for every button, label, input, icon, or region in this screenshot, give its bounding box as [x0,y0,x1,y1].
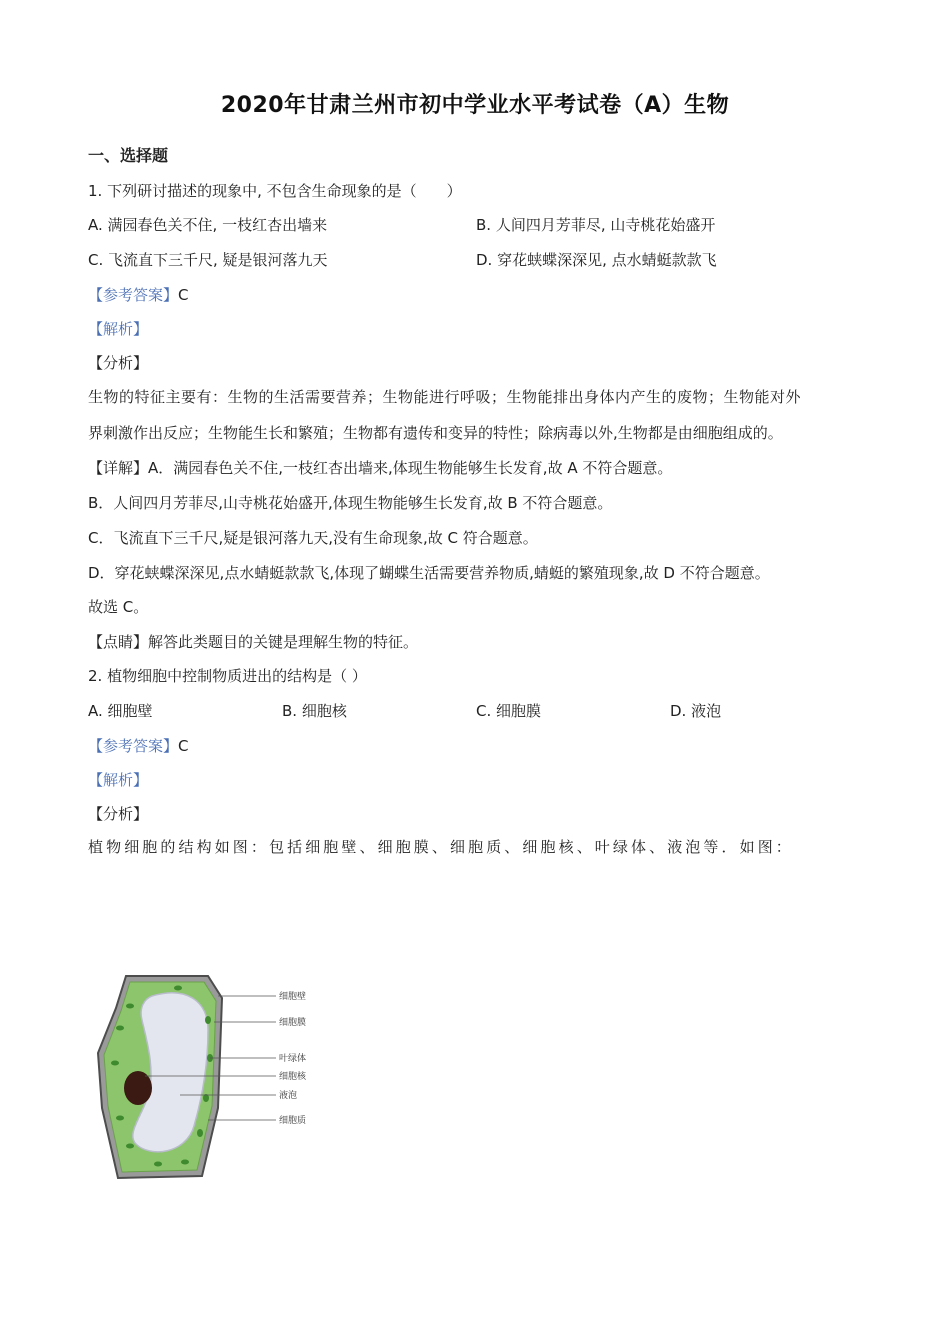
label-chloroplast: 叶绿体 [279,1054,307,1064]
label-cell-wall: 细胞壁 [279,992,307,1002]
q1-answer-value: C [178,286,189,304]
q2-fenxi-text: 植物细胞的结构如图：包括细胞壁、细胞膜、细胞质、细胞核、叶绿体、液泡等．如图： [88,838,794,856]
q2-option-a: A. 细胞壁 [88,702,153,720]
section-heading: 一、选择题 [88,146,169,165]
q2-analysis-label: 【解析】 [88,771,149,789]
page-title: 2020年甘肃兰州市初中学业水平考试卷（A）生物 [220,93,730,118]
plant-cell-diagram [90,968,330,1188]
question-1-stem: 1. 下列研讨描述的现象中, 不包含生命现象的是（ ） [88,182,462,200]
q1-option-a: A. 满园春色关不住, 一枝红杏出墙来 [88,216,328,234]
q2-answer-line [88,736,189,756]
q1-answer-label: 【参考答案】 [88,286,179,304]
q1-answer-line [88,285,189,305]
q1-detail-b: B．人间四月芳菲尽,山寺桃花始盛开,体现生物能够生长发育,故 B 不符合题意。 [88,494,613,512]
q1-fenxi-label: 【分析】 [88,354,149,372]
label-nucleus: 细胞核 [279,1072,307,1082]
q1-option-d: D. 穿花蛱蝶深深见, 点水蜻蜓款款飞 [476,251,717,269]
question-2-stem: 2. 植物细胞中控制物质进出的结构是（ ） [88,667,367,685]
label-cytoplasm: 细胞质 [279,1116,307,1126]
q1-detail-a: 【详解】A．满园春色关不住,一枝红杏出墙来,体现生物能够生长发育,故 A 不符合题意。 [88,459,673,477]
q2-answer-value: C [178,737,189,755]
q1-option-c: C. 飞流直下三千尺, 疑是银河落九天 [88,251,328,269]
q1-detail-c: C．飞流直下三千尺,疑是银河落九天,没有生命现象,故 C 符合题意。 [88,529,538,547]
q1-dianjing: 【点睛】解答此类题目的关键是理解生物的特征。 [88,633,419,651]
q1-option-b: B. 人间四月芳菲尽, 山寺桃花始盛开 [476,216,716,234]
q2-option-b: B. 细胞核 [282,702,347,720]
q2-fenxi-label: 【分析】 [88,805,149,823]
q1-fenxi-text-2: 界刺激作出反应；生物能生长和繁殖；生物都有遗传和变异的特性；除病毒以外,生物都是由细胞组成的。 [88,424,783,442]
q1-conclusion: 故选 C。 [88,598,149,616]
q2-option-c: C. 细胞膜 [476,702,542,720]
label-vacuole: 液泡 [279,1091,298,1101]
q1-fenxi-text-1: 生物的特征主要有：生物的生活需要营养；生物能进行呼吸；生物能排出身体内产生的废物；生物能对外 [88,388,802,406]
label-cell-membrane: 细胞膜 [279,1018,307,1028]
q1-analysis-label: 【解析】 [88,320,149,338]
q1-detail-d: D．穿花蛱蝶深深见,点水蜻蜓款款飞,体现了蝴蝶生活需要营养物质,蜻蜓的繁殖现象,故 D 不符合题意。 [88,564,770,582]
q2-answer-label: 【参考答案】 [88,737,179,755]
q2-option-d: D. 液泡 [670,702,722,720]
